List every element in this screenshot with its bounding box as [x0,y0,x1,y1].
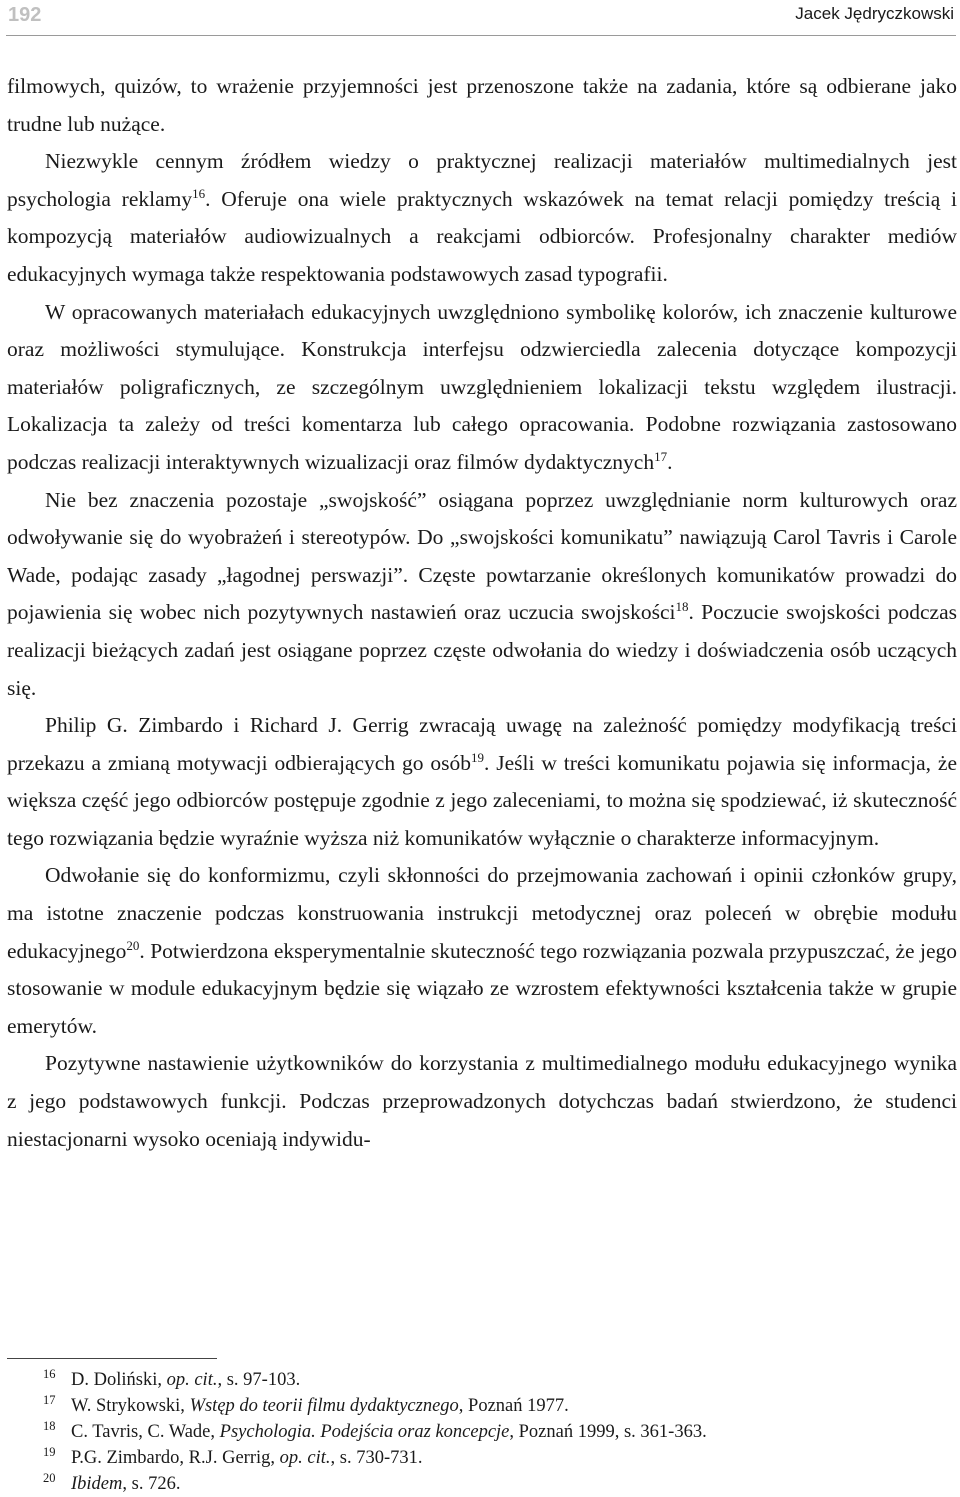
footnote-ref: 16 [192,185,206,201]
paragraph [7,857,957,1045]
footnote-text: , s. 730-731. [330,1448,423,1468]
body-text [7,68,957,1158]
paragraph [7,482,957,708]
header-divider [6,35,956,36]
footnote-text: D. Doliński, [71,1370,167,1390]
footnote-text: , Poznań 1977. [458,1396,569,1416]
footnote-text: Wstęp do teorii filmu dydaktycznego [189,1396,459,1416]
footnote-number: 19 [43,1445,56,1459]
footnote [7,1367,947,1393]
paragraph [7,143,957,293]
paragraph-text: . Oferuje ona wiele praktycznych wskazówek na temat relacji pomiędzy treścią i kompozycją materiałów audiowizualnych a reakcjami odbiorców. Profesjonalny charakter mediów edukacyjnych wymaga także respektowania podstawowych zasad typografii. [7,186,957,286]
footnote-text: op. cit. [279,1448,331,1468]
footnote-ref: 18 [675,599,689,615]
paragraph-text: . [667,449,673,474]
paragraph-text: W opracowanych materiałach edukacyjnych uwzględniono symbolikę kolorów, ich znaczenie kulturowe oraz możliwości stymulujące. Konstrukcja interfejsu odzwierciedla zalecenia dotyczące kompozycji materiałów poligraficznych, ze szczególnym uwzględnieniem lokalizacji tekstu względem ilustracji. Lokalizacja ta zależy od treści komentarza lub całego opracowania. Podobne rozwiązania zastosowano podczas realizacji interaktywnych wizualizacji oraz filmów dydaktycznych [7,299,957,474]
footnote-ref: 20 [126,937,140,953]
footnote [7,1445,947,1471]
footnote-text: op. cit. [166,1370,218,1390]
paragraph [7,68,957,143]
paragraph-text: filmowych, quizów, to wrażenie przyjemności jest przenoszone także na zadania, które są odbierane jako trudne lub nużące. [7,74,957,136]
footnote-text: Psychologia. Podejścia oraz koncepcje [219,1422,510,1442]
paragraph [7,294,957,482]
paragraph-text: . Potwierdzona eksperymentalnie skuteczność tego rozwiązania pozwala przypuszczać, że jego stosowanie w module edukacyjnym będzie się wiązało ze wzrostem efektywności kształcenia także w grupie emerytów. [7,938,957,1038]
footnotes [7,1367,947,1497]
paragraph-text: Philip G. Zimbardo i Richard J. Gerrig zwracają uwagę na zależność pomiędzy modyfikacją treści przekazu a zmianą motywacji odbierających go osób [7,713,957,775]
footnote-text: W. Strykowski, [71,1396,190,1416]
paragraph [7,707,957,857]
footnote-text: , Poznań 1999, s. 361-363. [509,1422,707,1442]
footnote-number: 17 [43,1393,56,1407]
footnote [7,1419,947,1445]
footnote-ref: 19 [470,749,484,765]
footnote-divider [7,1358,217,1359]
paragraph-text: Nie bez znaczenia pozostaje „swojskość” osiągana poprzez uwzględnianie norm kulturowych oraz odwoływanie się do wyobrażeń i stereotypów. Do „swojskości komunikatu” nawiązują Carol Tavris i Carole Wade, podając zasady „łagodnej perswazji”. Częste powtarzanie określonych komunikatów prowadzi do pojawienia się wobec nich pozytywnych nastawień oraz uczucia swojskości [7,487,957,625]
footnote [7,1471,947,1497]
footnote-text: , s. 726. [122,1474,181,1494]
paragraph-text: . Poczucie swojskości podczas realizacji bieżących zadań jest osiągane poprzez częste odwołania do wiedzy i doświadczenia osób uczących się. [7,600,957,700]
footnote-text: Ibidem [71,1474,123,1494]
paragraph-text: Pozytywne nastawienie użytkowników do korzystania z multimedialnego modułu edukacyjnego wynika z jego podstawowych funkcji. Podczas przeprowadzonych dotychczas badań stwierdzono, że studenci niestacjonarni wysoko oceniają indywidu- [7,1051,957,1151]
footnote-number: 18 [43,1419,56,1433]
footnote-text: P.G. Zimbardo, R.J. Gerrig, [71,1448,280,1468]
footnote-number: 20 [43,1471,56,1485]
footnote-text: , s. 97-103. [217,1370,301,1390]
paragraph-text: . Jeśli w treści komunikatu pojawia się informacja, że większa część jego odbiorców postępuje zgodnie z jego zaleceniami, to można się spodziewać, iż skuteczność tego rozwiązania będzie wyraźnie wyższa niż komunikatów wyłącznie o charakterze informacyjnym. [7,750,957,850]
footnote-ref: 17 [654,448,668,464]
footnote [7,1393,947,1419]
footnote-text: C. Tavris, C. Wade, [71,1422,220,1442]
page-header [0,0,960,36]
running-head-author: Jacek Jędryczkowski [795,4,954,23]
page-number: 192 [8,4,42,26]
paragraph-text: Odwołanie się do konformizmu, czyli skłonności do przejmowania zachowań i opinii członków grupy, ma istotne znaczenie podczas konstruowania instrukcji metodycznej oraz poleceń w obrębie modułu edukacyjnego [7,863,957,963]
paragraph-text: Niezwykle cennym źródłem wiedzy o praktycznej realizacji materiałów multimedialnych jest psychologia reklamy [7,149,957,211]
paragraph [7,1045,957,1158]
footnote-number: 16 [43,1367,56,1381]
